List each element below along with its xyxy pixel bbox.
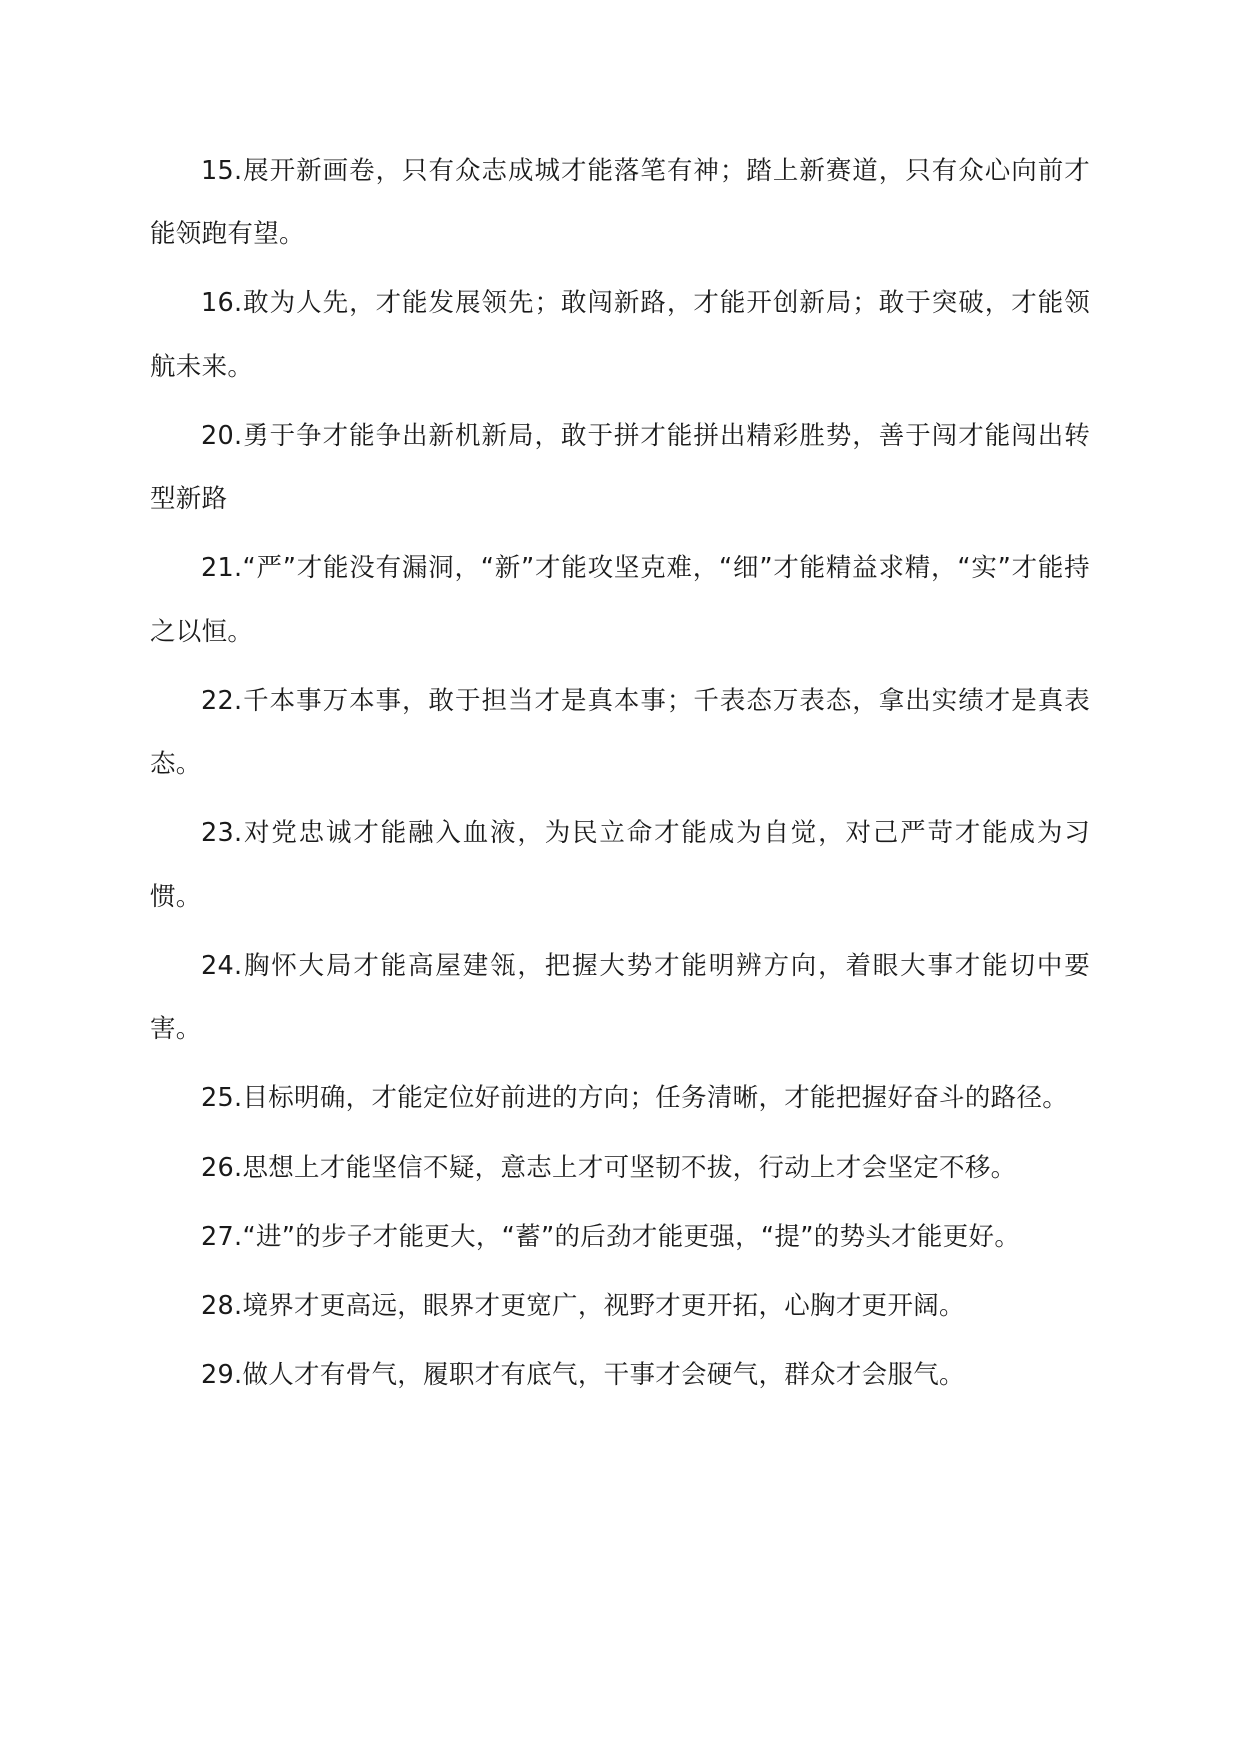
paragraph-28: 28.境界才更高远，眼界才更宽广，视野才更开拓，心胸才更开阔。: [201, 1290, 965, 1321]
paragraph-29: 29.做人才有骨气，履职才有底气，干事才会硬气，群众才会服气。: [201, 1360, 965, 1391]
paragraph-21: 21.“严”才能没有漏洞，“新”才能攻坚克难，“细”才能精益求精，“实”才能持之以恒。: [150, 553, 1090, 647]
paragraph-23: 23.对党忠诚才能融入血液，为民立命才能成为自觉，对己严苛才能成为习惯。: [150, 818, 1090, 912]
document-body: [150, 140, 1090, 1407]
paragraph-15: 15.展开新画卷，只有众志成城才能落笔有神；踏上新赛道，只有众心向前才能领跑有望。: [150, 156, 1090, 250]
paragraph-16: 16.敢为人先，才能发展领先；敢闯新路，才能开创新局；敢于突破，才能领航未来。: [150, 288, 1090, 382]
paragraph-24: 24.胸怀大局才能高屋建瓴，把握大势才能明辨方向，着眼大事才能切中要害。: [150, 950, 1090, 1045]
paragraph-22: 22.千本事万本事，敢于担当才是真本事；千表态万表态，拿出实绩才是真表态。: [150, 685, 1090, 780]
paragraph-20: 20.勇于争才能争出新机新局，敢于拼才能拼出精彩胜势，善于闯才能闯出转型新路: [150, 420, 1090, 515]
paragraph-27: 27.“进”的步子才能更大，“蓄”的后劲才能更强，“提”的势头才能更好。: [201, 1221, 1021, 1252]
paragraph-26: 26.思想上才能坚信不疑，意志上才可坚韧不拔，行动上才会坚定不移。: [201, 1152, 1017, 1183]
paragraph-25: 25.目标明确，才能定位好前进的方向；任务清晰，才能把握好奋斗的路径。: [201, 1083, 1069, 1114]
